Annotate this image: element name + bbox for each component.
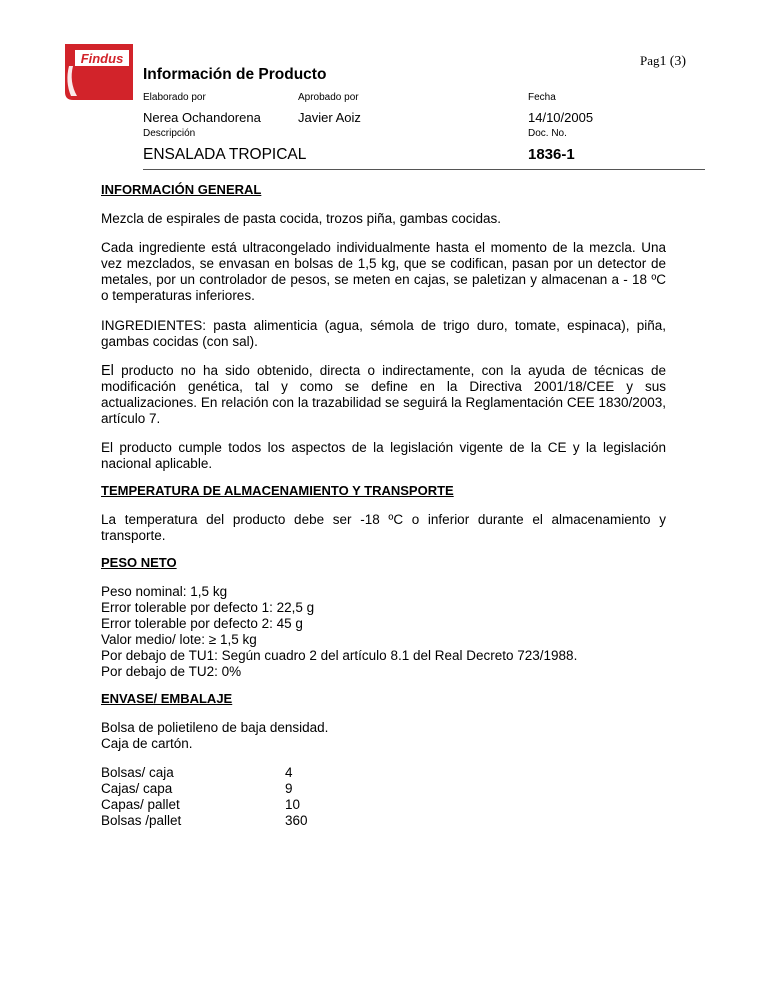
label-aprobado: Aprobado por — [298, 92, 359, 103]
paragraph: INGREDIENTES: pasta alimenticia (agua, sémola de trigo duro, tomate, espinaca), piña, gambas cocidas (con sal). — [101, 318, 666, 349]
envase-line: Caja de cartón. — [101, 736, 193, 751]
section-heading-general: INFORMACIÓN GENERAL — [101, 182, 262, 197]
label-descripcion: Descripción — [143, 128, 196, 139]
table-key: Bolsas /pallet — [101, 813, 182, 828]
paragraph: La temperatura del producto debe ser -18 ºC o inferior durante el almacenamiento y transporte. — [101, 512, 666, 543]
table-value: 9 — [285, 781, 293, 796]
table-key: Capas/ pallet — [101, 797, 180, 812]
paragraph-rest: producto no ha sido obtenido, directa o indirectamente, con la ayuda de técnicas de modificación genética, tal y como se define en la Directiva 2001/18/CEE y sus actualizaciones. En relación con la trazabilidad se seguirá la Reglamentación CEE 1830/2003, artículo 7. — [101, 363, 666, 426]
peso-line: Por debajo de TU1: Según cuadro 2 del artículo 8.1 del Real Decreto 723/1988. — [101, 648, 578, 663]
peso-lines — [101, 584, 666, 680]
page-label: Pag — [640, 53, 660, 68]
label-elaborado: Elaborado por — [143, 92, 206, 103]
table-key: Bolsas/ caja — [101, 765, 174, 780]
findus-logo — [63, 42, 133, 100]
table-value: 10 — [285, 797, 301, 812]
envase-line: Bolsa de polietileno de baja densidad. — [101, 720, 329, 735]
value-fecha: 14/10/2005 — [528, 110, 594, 125]
envase-lines — [101, 720, 666, 752]
peso-line: Por debajo de TU2: 0% — [101, 664, 242, 679]
peso-line: Peso nominal: 1,5 kg — [101, 584, 228, 599]
value-aprobado: Javier Aoiz — [298, 110, 361, 125]
table-row — [101, 781, 308, 797]
peso-line: Error tolerable por defecto 2: 45 g — [101, 616, 303, 631]
table-row — [101, 797, 308, 813]
peso-line: Valor medio/ lote: ≥ 1,5 kg — [101, 632, 257, 647]
product-name: ENSALADA TROPICAL — [143, 146, 307, 163]
table-row — [101, 765, 308, 781]
document-body — [101, 182, 666, 829]
label-docno: Doc. No. — [528, 128, 567, 139]
value-elaborado: Nerea Ochandorena — [143, 110, 261, 125]
paragraph: El producto cumple todos los aspectos de la legislación vigente de la CE y la legislación nacional aplicable. — [101, 440, 666, 471]
logo-text: Findus — [80, 51, 124, 66]
peso-line: Error tolerable por defecto 1: 22,5 g — [101, 600, 315, 615]
header-title: Información de Producto — [143, 66, 327, 83]
label-fecha: Fecha — [528, 92, 556, 103]
paragraph — [101, 363, 666, 427]
doc-number: 1836-1 — [528, 146, 575, 163]
packaging-table — [101, 765, 308, 829]
page-number: 1 — [659, 54, 667, 69]
header-divider — [143, 169, 705, 170]
section-heading-envase: ENVASE/ EMBALAJE — [101, 691, 233, 706]
paragraph-first-word: El — [101, 363, 114, 379]
page-indicator — [640, 53, 686, 70]
section-heading-peso: PESO NETO — [101, 555, 177, 570]
table-value: 4 — [285, 765, 293, 780]
page-total: (3) — [669, 54, 687, 69]
table-value: 360 — [285, 813, 308, 828]
table-row — [101, 813, 308, 829]
paragraph: Cada ingrediente está ultracongelado individualmente hasta el momento de la mezcla. Una vez mezclados, se envasan en bolsas de 1,5 kg, que se codifican, pasan por un detector de metales, por un controlador de pesos, se meten en cajas, se paletizan y almacenan a - 18 ºC o temperaturas inferiores. — [101, 240, 666, 303]
section-heading-temperatura: TEMPERATURA DE ALMACENAMIENTO Y TRANSPORTE — [101, 483, 454, 498]
paragraph: Mezcla de espirales de pasta cocida, trozos piña, gambas cocidas. — [101, 211, 501, 226]
table-key: Cajas/ capa — [101, 781, 173, 796]
